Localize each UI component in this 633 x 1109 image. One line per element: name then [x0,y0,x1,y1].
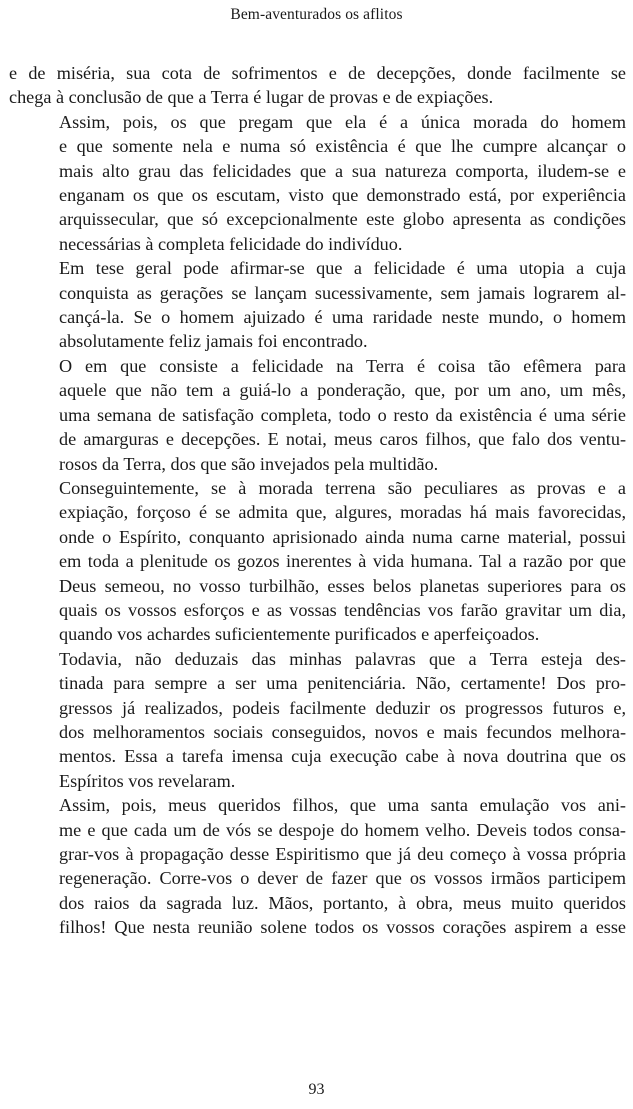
paragraph [9,256,626,354]
text-line: enganam os que os escutam, visto que demonstrado está, por experiência [59,185,626,206]
text-line: quais os vossos esforços e as vossas tendências vos farão gravitar um dia, [59,599,626,620]
paragraph [9,647,626,793]
body-text [9,61,626,940]
text-line: O em que consiste a felicidade na Terra é coisa tão efêmera para [59,355,626,376]
running-header: Bem-aventurados os aflitos [230,6,403,23]
text-line: quando vos achardes suficientemente purificados e aperfeiçoados. [59,624,540,645]
text-line: Em tese geral pode afirmar-se que a felicidade é uma utopia a cuja [59,258,626,279]
text-line: gressos já realizados, podeis facilmente deduzir os progressos futuros e, [59,697,626,718]
text-line: dos melhoramentos sociais conseguidos, novos e mais fecundos melhora- [59,721,626,742]
text-line: conquista as gerações se lançam sucessivamente, sem jamais lograrem al- [59,282,626,303]
text-line: expiação, forçoso é se admita que, algures, moradas há mais favorecidas, [59,502,626,523]
text-line: e de miséria, sua cota de sofrimentos e de decepções, donde facilmente se [9,63,626,83]
text-line: Todavia, não deduzais das minhas palavras que a Terra esteja des- [59,648,626,669]
paragraph [9,61,626,110]
text-line: e que somente nela e numa só existência é que lhe cumpre alcançar o [59,136,626,157]
text-line: regeneração. Corre-vos o dever de fazer que os vossos irmãos participem [59,868,626,889]
text-line: de amarguras e decepções. E notai, meus caros filhos, que falo dos ventu- [59,429,626,450]
paragraph [9,793,626,939]
text-line: necessárias à completa felicidade do indivíduo. [59,233,403,254]
text-line: rosos da Terra, dos que são invejados pela multidão. [59,453,439,474]
text-line: aquele que não tem a guiá-lo a ponderação, que, por um ano, um mês, [59,380,626,401]
text-line: mais alto grau das felicidades que a sua natureza comporta, iludem-se e [59,160,626,181]
text-line: tinada para sempre a ser uma penitenciária. Não, certamente! Dos pro- [59,673,626,694]
paragraph [9,354,626,476]
text-line: absolutamente feliz jamais foi encontrado. [59,331,368,352]
text-line: grar-vos à propagação desse Espiritismo que já deu começo à vossa própria [59,844,626,864]
text-line: arquissecular, que só excepcionalmente este globo apresenta as condições [59,209,626,230]
text-line: Assim, pois, meus queridos filhos, que uma santa emulação vos ani- [59,795,626,816]
text-line: dos raios da sagrada luz. Mãos, portanto, à obra, meus muito queridos [59,892,626,913]
text-line: em toda a plenitude os gozos inerentes à vida humana. Tal a razão por que [59,551,626,572]
text-line: Assim, pois, os que pregam que ela é a única morada do homem [59,111,626,132]
text-line: mentos. Essa a tarefa imensa cuja execução cabe à nova doutrina que os [59,746,626,767]
text-line: Deus semeou, no vosso turbilhão, esses belos planetas superiores para os [59,575,626,596]
text-line: me e que cada um de vós se despoje do homem velho. Deveis todos consa- [59,819,626,840]
paragraph [9,110,626,256]
text-line: cançá-la. Se o homem ajuizado é uma raridade neste mundo, o homem [59,307,626,328]
page-number: 93 [308,1081,325,1098]
text-line: filhos! Que nesta reunião solene todos os vossos corações aspirem a esse [59,917,626,938]
text-line: uma semana de satisfação completa, todo o resto da existência é uma série [59,404,626,425]
text-line: onde o Espírito, conquanto aprisionado ainda numa carne material, possui [59,526,626,547]
text-line: Espíritos vos revelaram. [59,770,236,791]
paragraph [9,476,626,647]
text-line: Conseguintemente, se à morada terrena são peculiares as provas e a [59,477,626,498]
text-line: chega à conclusão de que a Terra é lugar de provas e de expiações. [9,87,494,108]
